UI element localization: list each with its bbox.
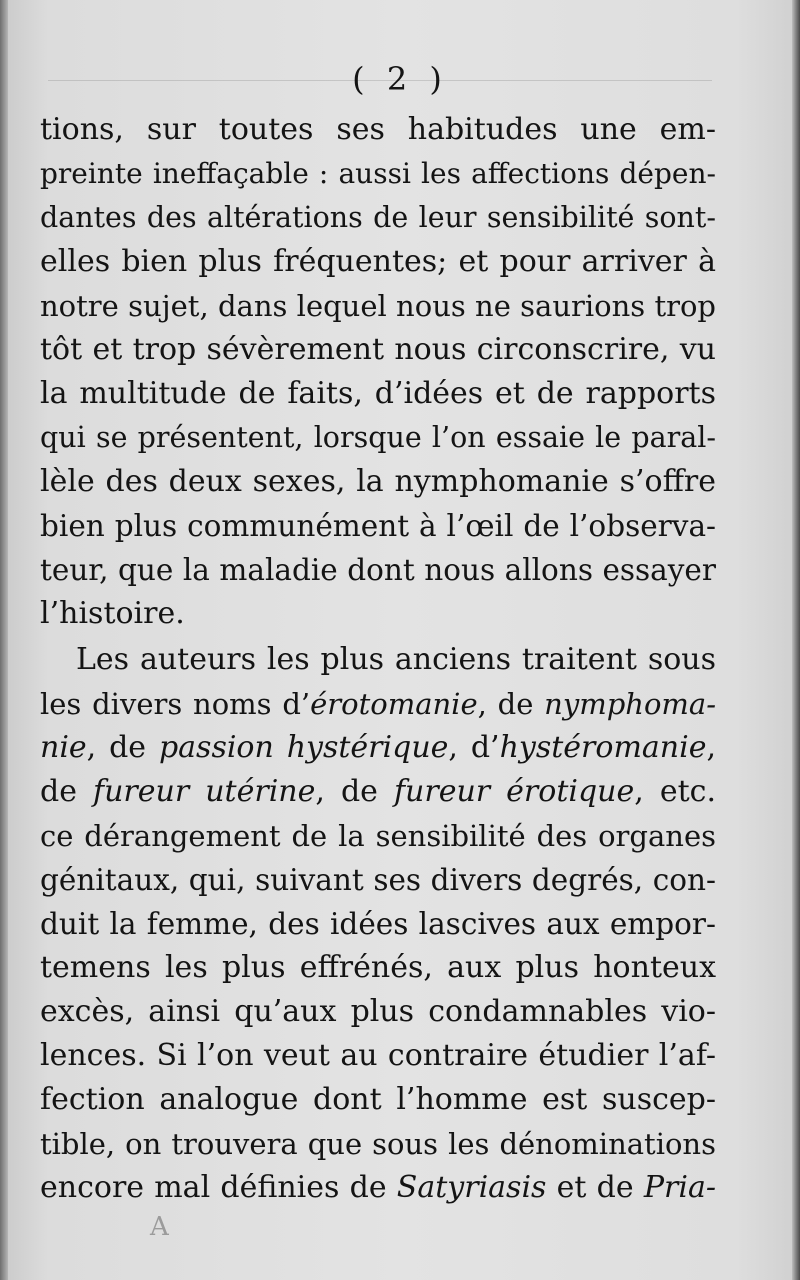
text-line: lences. Si l’on veut au contraire étudier l’af- xyxy=(40,1038,716,1073)
italic-term: nie xyxy=(40,730,87,765)
italic-term: fureur érotique xyxy=(393,774,635,809)
text-line: preinte ineffaçable : aussi les affections dépen- xyxy=(40,157,716,190)
text-line: temens les plus effrénés, aux plus honteux xyxy=(40,950,716,985)
text-line: dantes des altérations de leur sensibilité sont- xyxy=(40,201,716,234)
signature-mark: A xyxy=(150,1212,169,1242)
text-line: notre sujet, dans lequel nous ne saurions trop xyxy=(40,289,716,323)
text-line: tôt et trop sévèrement nous circonscrire, vu xyxy=(40,332,716,367)
text-line: ce dérangement de la sensibilité des organes xyxy=(40,819,716,853)
text-line: de fureur utérine, de fureur érotique, etc. xyxy=(40,774,716,809)
text-line: nie, de passion hystérique, d’hystéromanie, xyxy=(40,730,716,765)
text-line: elles bien plus fréquentes; et pour arriver à xyxy=(40,244,716,279)
paragraph-end-line: l’histoire. xyxy=(40,596,185,631)
italic-term: Satyriasis xyxy=(396,1170,547,1205)
text-line: tions, sur toutes ses habitudes une em- xyxy=(40,112,716,147)
italic-term: Pria- xyxy=(643,1170,716,1205)
text-line: lèle des deux sexes, la nymphomanie s’offre xyxy=(40,464,716,499)
paragraph-first-line: Les auteurs les plus anciens traitent sous xyxy=(76,642,716,677)
text-line: qui se présentent, lorsque l’on essaie le paral- xyxy=(40,421,716,454)
text-line: excès, ainsi qu’aux plus condamnables vio- xyxy=(40,994,716,1029)
italic-term: passion hystérique xyxy=(158,730,449,765)
italic-term: hystéromanie xyxy=(499,730,707,765)
italic-term: nymphoma- xyxy=(544,687,716,721)
text-line: génitaux, qui, suivant ses divers degrés, con- xyxy=(40,863,716,897)
text-line: fection analogue dont l’homme est suscep- xyxy=(40,1082,716,1117)
text-line: tible, on trouvera que sous les dénominations xyxy=(40,1127,716,1161)
text-line: la multitude de faits, d’idées et de rapports xyxy=(40,376,716,411)
italic-term: érotomanie xyxy=(310,687,478,721)
text-line: duit la femme, des idées lascives aux empor- xyxy=(40,907,716,941)
text-line: encore mal définies de Satyriasis et de Pria- xyxy=(40,1170,716,1205)
page-number: ( 2 ) xyxy=(352,60,448,98)
text-line: les divers noms d’érotomanie, de nymphoma- xyxy=(40,687,716,721)
italic-term: fureur utérine xyxy=(93,774,316,809)
text-line: teur, que la maladie dont nous allons essayer xyxy=(40,553,716,587)
text-line: bien plus communément à l’œil de l’observa- xyxy=(40,509,716,543)
